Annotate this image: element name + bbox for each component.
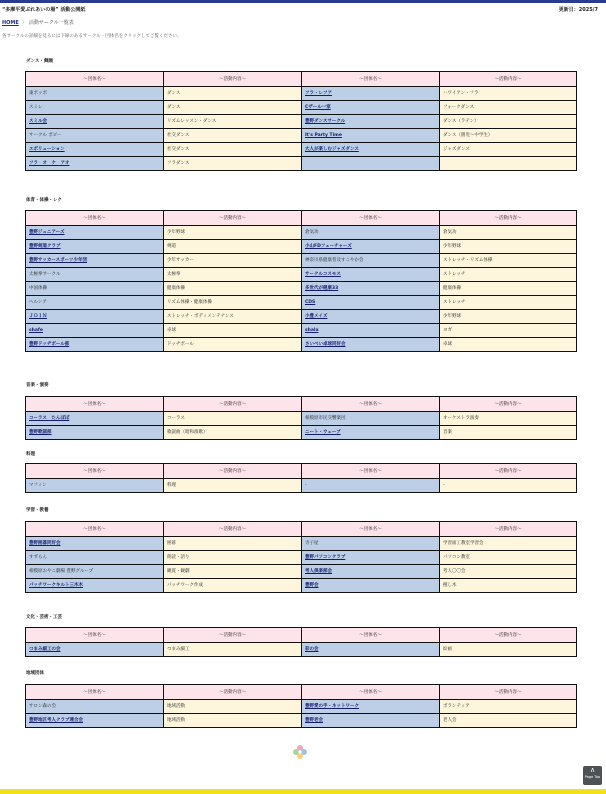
activity-cell: ストレッチ・リズム体操 [440,254,577,268]
table-row [26,115,577,129]
circle-name-cell[interactable] [302,87,440,101]
activity-cell: 囲碁 [164,537,302,551]
header-activity-cell: ～活動内容～ [440,464,577,479]
activity-cell: 音楽 [440,426,577,440]
table-header-row [26,397,577,412]
activity-cell: 学習面工教室学習会 [440,537,577,551]
header-name-cell: ～団体名～ [302,211,440,226]
circle-name-cell[interactable] [302,565,440,579]
circle-name-cell[interactable] [26,324,164,338]
activity-cell: 老人会 [440,714,577,728]
circle-name: 寺子屋 [305,541,319,546]
circle-table [25,684,577,728]
activity-cell: フラダンス [164,157,302,171]
activity-cell: ストレッチ [440,268,577,282]
header-name-cell: ～団体名～ [26,464,164,479]
table-header-row [26,211,577,226]
circle-name-cell[interactable] [302,101,440,115]
circle-name-cell [26,479,164,493]
table-row [26,143,577,157]
circle-name-link[interactable]: 豊野ジュニアーズ [29,230,65,235]
circle-name-link[interactable]: 豊野囲碁同好会 [29,541,61,546]
circle-name-cell[interactable] [302,268,440,282]
activity-cell: 卓球 [440,338,577,352]
header-name-cell: ～団体名～ [302,72,440,87]
activity-cell: リズム体操・健康体操 [164,296,302,310]
breadcrumb-current: 活動サークル一覧表 [28,20,74,26]
activity-cell: ダンス（園児～中学生） [440,129,577,143]
circle-name: サロン森の会 [29,704,56,709]
header-activity-cell: ～活動内容～ [440,72,577,87]
activity-cell: 地域活動 [164,700,302,714]
section-title: 体育・体操・レク [26,198,62,203]
activity-cell: 健康体操 [164,282,302,296]
header-activity-cell: ～活動内容～ [440,522,577,537]
table-row [26,412,577,426]
table-header-row [26,685,577,700]
circle-name: 神奈川県健康普及すこやか会 [305,258,364,263]
circle-name-cell [26,700,164,714]
circle-name-cell[interactable] [302,579,440,593]
header-activity-cell: ～活動内容～ [440,397,577,412]
activity-cell: 少年サッカー [164,254,302,268]
activity-cell: 料理 [164,479,302,493]
activity-cell: 地域活動 [164,714,302,728]
circle-table [25,521,577,593]
activity-cell: ダンス [164,87,302,101]
activity-cell: ヨガ [440,324,577,338]
activity-cell [440,157,577,171]
circle-name-link[interactable]: フラ・レフア [305,91,332,96]
breadcrumb-home-link[interactable]: HOME [2,20,19,26]
circle-name: 相模原おやこ劇場 豊野グループ [29,569,94,574]
activity-cell: ダンス（ラテン） [440,115,577,129]
activity-cell: 社交ダンス [164,143,302,157]
circle-name-cell [26,101,164,115]
circle-name-cell[interactable] [26,714,164,728]
circle-name-link[interactable]: 多世代が健康33 [305,286,339,291]
page-top-label: Page Top [584,775,601,779]
page-top-button[interactable] [583,766,602,785]
activity-cell: 考人〇〇会 [440,565,577,579]
circle-table [25,463,577,493]
circle-name-link[interactable]: スミル会 [29,119,47,124]
updated-date: 更新日：2025/7 [558,7,598,13]
header-name-cell: ～団体名～ [26,522,164,537]
circle-name-link[interactable]: 豊野剣道クラブ [29,244,61,249]
table-row [26,324,577,338]
table-row [26,129,577,143]
circle-name-cell[interactable] [26,338,164,352]
header-name-cell: ～団体名～ [302,397,440,412]
activity-cell: パッチワーク作成 [164,579,302,593]
table-row [26,157,577,171]
circle-name: 東ポッポ [29,91,47,96]
header-name-cell: ～団体名～ [26,397,164,412]
activity-cell: パソコン教室 [440,551,577,565]
table-row [26,282,577,296]
section-title: 地域団体 [26,671,44,676]
activity-cell: ハワイアン・フラ [440,87,577,101]
circle-name-cell [26,296,164,310]
activity-cell: つまみ細工 [164,643,302,657]
circle-name-link[interactable]: 彩の会 [305,647,319,652]
circle-name-link[interactable]: shala [305,328,319,333]
table-row [26,101,577,115]
footer-bar [0,789,606,794]
circle-name-cell[interactable] [302,296,440,310]
circle-name-cell[interactable] [302,143,440,157]
circle-name-link[interactable]: Cザール一家 [305,105,331,110]
circle-name-link[interactable]: さいぺい卓球同好会 [305,342,346,347]
circle-name-cell[interactable] [302,282,440,296]
circle-name-link[interactable]: It's Party Time [305,133,342,138]
breadcrumb-separator: 〉 [21,20,27,26]
circle-name-cell[interactable] [26,254,164,268]
circle-name-cell[interactable] [26,240,164,254]
circle-name: スミレ [29,105,43,110]
table-header-row [26,522,577,537]
section-title: ダンス・舞踊 [26,59,53,64]
circle-name-cell[interactable] [302,700,440,714]
table-row [26,537,577,551]
page-header [0,5,606,15]
circle-table [25,627,577,657]
instruction-note: 各サークルの詳細を見るには下線のあるサークル・団体名をクリックしてご覧ください。 [2,34,182,39]
activity-cell: ジャズダンス [440,143,577,157]
circle-name-link[interactable]: 豊野ダンスサークル [305,119,346,124]
circle-name-link[interactable]: ニート・ウェーブ [305,430,341,435]
circle-name-cell[interactable] [26,226,164,240]
circle-name-cell[interactable] [302,310,440,324]
circle-name-link[interactable]: 豊野パソコンクラブ [305,555,346,560]
page-title: “多摩平愛ぷれあいの場” 活動公開紙 [2,7,86,13]
top-accent-bar [0,0,606,3]
circle-name-cell[interactable] [26,143,164,157]
header-name-cell: ～団体名～ [302,464,440,479]
section-title: 文化・芸術・工芸 [26,615,62,620]
table-row [26,310,577,324]
activity-cell: フォークダンス [440,101,577,115]
circle-name: ヘルシア [29,300,47,305]
circle-name-cell [302,412,440,426]
activity-cell: 捜し木 [440,579,577,593]
activity-cell: 健康体操 [440,282,577,296]
circle-name-cell [302,157,440,171]
circle-name-cell[interactable] [302,551,440,565]
circle-name-cell[interactable] [26,157,164,171]
circle-name-cell [302,226,440,240]
circle-name-link[interactable]: 大人が楽しむジャズダンス [305,147,359,152]
circle-name-cell[interactable] [26,643,164,657]
table-row [26,714,577,728]
circle-name-link[interactable]: 考人倶楽部会 [305,569,332,574]
circle-name-link[interactable]: 豊野サッカースポーツ少年団 [29,258,88,263]
circle-name-link[interactable]: サークルコスモス [305,272,341,277]
activity-cell: ドッヂボール [164,338,302,352]
circle-name-link[interactable]: 小山FDフューチャーズ [305,244,352,249]
circle-name-cell[interactable] [26,412,164,426]
table-row [26,87,577,101]
circle-name-cell[interactable] [302,129,440,143]
table-row [26,700,577,714]
activity-cell: オーケストラ演奏 [440,412,577,426]
activity-cell: 少年野球 [164,226,302,240]
circle-name: マフィン [29,483,47,488]
table-row [26,565,577,579]
table-row [26,426,577,440]
activity-cell: 太極拳 [164,268,302,282]
circle-name-cell[interactable] [26,537,164,551]
table-row [26,254,577,268]
table-row [26,338,577,352]
header-name-cell: ～団体名～ [302,628,440,643]
circle-name: 相模原市民交響楽団 [305,416,346,421]
breadcrumb [2,19,74,26]
circle-name-link[interactable]: フラ オ ケ アオ [29,161,70,166]
activity-cell: リズムレッスン・ダンス [164,115,302,129]
table-row [26,226,577,240]
activity-cell: 少年野球 [440,240,577,254]
circle-name-link[interactable]: shafe [29,328,43,333]
table-row [26,551,577,565]
circle-name-link[interactable]: 豊野老会 [305,718,323,723]
header-activity-cell: ～活動内容～ [440,211,577,226]
header-activity-cell: ～活動内容～ [164,397,302,412]
activity-cell: ボランティア [440,700,577,714]
header-activity-cell: ～活動内容～ [164,628,302,643]
section-title: 音楽・演奏 [26,383,49,388]
circle-name-cell [302,537,440,551]
circle-name: 中国体操 [29,286,47,291]
circle-name-cell [302,254,440,268]
circle-name: - [305,483,307,488]
header-activity-cell: ～活動内容～ [440,628,577,643]
circle-name-link[interactable]: エボリューション [29,147,65,152]
table-row [26,479,577,493]
activity-cell: ストレッチ・ボディメンテナンス [164,310,302,324]
header-name-cell: ～団体名～ [302,522,440,537]
circle-name-cell [26,129,164,143]
activity-cell: - [440,479,577,493]
header-activity-cell: ～活動内容～ [164,464,302,479]
activity-cell: 朗読・語り [164,551,302,565]
circle-name-link[interactable]: コーラス たんぽぽ [29,416,70,421]
header-name-cell: ～団体名～ [26,72,164,87]
circle-name-cell[interactable] [302,115,440,129]
header-activity-cell: ～活動内容～ [164,522,302,537]
table-row [26,643,577,657]
pinwheel-icon [292,744,308,760]
circle-name-link[interactable]: 豊野歌謡部 [29,430,52,435]
circle-name-link[interactable]: 豊野地区考人クラブ連合会 [29,718,83,723]
activity-cell: ダンス [164,101,302,115]
circle-name-cell[interactable] [302,643,440,657]
activity-cell: コーラス [164,412,302,426]
activity-cell: 社交ダンス [164,129,302,143]
circle-name-link[interactable]: つまみ細工の会 [29,647,61,652]
circle-table [25,396,577,440]
circle-name-cell[interactable] [302,324,440,338]
table-row [26,268,577,282]
circle-name-link[interactable]: パッチワークキルト三木木 [29,583,83,588]
circle-name-cell [302,479,440,493]
circle-name-cell [26,268,164,282]
activity-cell: 歌謡曲（昭和演歌） [164,426,302,440]
circle-name-link[interactable]: CDS [305,300,316,305]
activity-cell: 卓球 [164,324,302,338]
header-name-cell: ～団体名～ [26,628,164,643]
header-activity-cell: ～活動内容～ [164,685,302,700]
header-activity-cell: ～活動内容～ [440,685,577,700]
circle-name: サークル ポピー [29,133,62,138]
circle-name-cell[interactable] [302,426,440,440]
arrow-up-icon: ∧ [589,766,596,774]
header-activity-cell: ～活動内容～ [164,72,302,87]
circle-name-cell[interactable] [302,240,440,254]
circle-name-cell[interactable] [26,579,164,593]
circle-name: 太極拳サークル [29,272,61,277]
circle-name-link[interactable]: 小豊メイズ [305,314,328,319]
activity-cell: 倉気功 [440,226,577,240]
circle-name-cell[interactable] [26,310,164,324]
section-title: 料理 [26,452,35,457]
activity-cell: 剣道 [164,240,302,254]
circle-name-link[interactable]: ＪＯＩＮ [29,314,47,319]
table-row [26,240,577,254]
circle-name: 倉気功 [305,230,319,235]
circle-name-cell[interactable] [26,115,164,129]
circle-name-link[interactable]: 豊野愛の手・ネットワーク [305,704,359,709]
table-header-row [26,628,577,643]
activity-cell: 少年野球 [440,310,577,324]
table-row [26,579,577,593]
circle-name-cell [26,87,164,101]
circle-table [25,210,577,352]
circle-name-link[interactable]: 豊野ドッヂボール部 [29,342,70,347]
header-name-cell: ～団体名～ [26,211,164,226]
activity-cell: ストレッチ [440,296,577,310]
table-row [26,296,577,310]
section-title: 学習・教養 [26,508,49,513]
circle-name-link[interactable]: 豊野会 [305,583,319,588]
table-header-row [26,464,577,479]
circle-name-cell [26,551,164,565]
circle-name-cell[interactable] [302,714,440,728]
activity-cell: 観賞・観劇 [164,565,302,579]
header-name-cell: ～団体名～ [26,685,164,700]
table-header-row [26,72,577,87]
circle-name-cell [26,282,164,296]
header-name-cell: ～団体名～ [302,685,440,700]
circle-name: すずらん [29,555,48,560]
circle-name-cell[interactable] [302,338,440,352]
circle-table [25,71,577,171]
activity-cell: 絵画 [440,643,577,657]
header-activity-cell: ～活動内容～ [164,211,302,226]
circle-name-cell [26,565,164,579]
circle-name-cell[interactable] [26,426,164,440]
